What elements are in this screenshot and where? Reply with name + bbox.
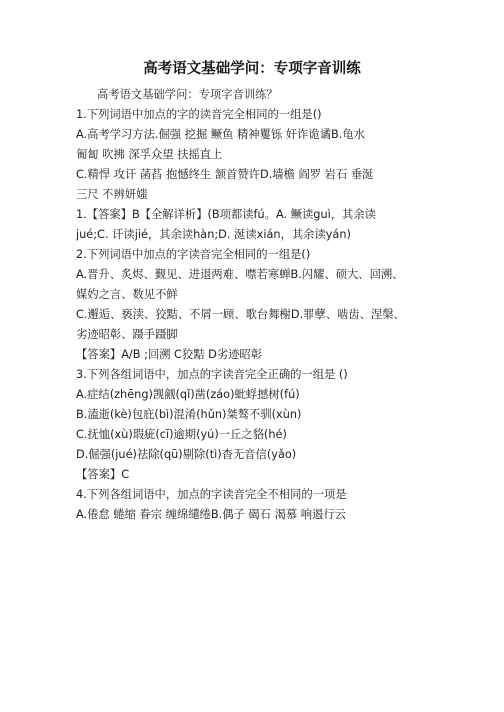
text-line: 1.【答案】B【全解详析】(B项都读fú。A. 鳜读guì，其余读 [76, 208, 376, 221]
text-line: 1.下列词语中加点的字的读音完全相同的一组是() [76, 108, 322, 121]
text-line: A.倦怠 蜷缩 眷宗 缠绵缱绻B.偶子 碣石 渴慕 响遏行云 [76, 508, 346, 521]
text-line: 【答案】A/B ;回溯 C狡黠 D劣迹昭彰 [76, 348, 263, 361]
text-line: 三尺 不辨妍媸 [76, 188, 148, 201]
document-body [76, 88, 440, 528]
text-line: 3.下列各组词语中，加点的字读音完全正确的一组是 () [76, 368, 348, 381]
text-line: D.倔强(jué)祛除(qū)剔除(tì)杳无音信(yǎo) [76, 448, 297, 461]
text-line: 匍匐 吹拂 深孚众望 扶摇直上 [76, 148, 223, 161]
text-line: A.晋升、炙烬、觐见、进退两难、噤若寒蝉B.闪耀、硕大、回溯、 [76, 268, 404, 281]
text-line: 【答案】C [76, 468, 130, 481]
text-line: C.精悍 攻讦 菡萏 抱憾终生 颔首赞许D.墙檐 阎罗 岩石 垂涎 [76, 168, 374, 181]
text-line: C.抚恤(xù)瑕疵(cī)逾期(yú)一丘之貉(hé) [76, 428, 287, 441]
text-line: 高考语文基础学问：专项字音训练？ [97, 88, 278, 101]
text-line: 劣迹昭彰、蹑手蹑脚 [76, 328, 178, 341]
text-line: A.高考学习方法.倔强 挖掘 鳜鱼 精神矍铄 奸诈诡谲B.龟水 [76, 128, 365, 141]
text-line: 4.下列各组词语中，加点的字读音完全不相同的一项是 [76, 488, 347, 501]
document-title: 高考语文基础学问：专项字音训练 [143, 61, 361, 77]
text-line: A.症结(zhēng)觊觎(qǐ)凿(záo)蚍蜉撼树(fú) [76, 388, 300, 401]
text-line: jué;C. 讦读jié，其余读hàn;D. 涎读xián，其余读yán) [76, 228, 351, 241]
text-line: 2.下列词语中加点的字读音完全相同的一组是() [76, 248, 311, 261]
text-line: B.溘逝(kè)包庇(bì)混淆(hǔn)桀骜不驯(xùn) [76, 408, 302, 421]
text-line: 媒妁之言、数见不鲜 [76, 288, 178, 301]
text-line: C.邂逅、亵渎、狡黠、不屑一顾、歌台舞榭D.罪孽、啮齿、涅槃、 [76, 308, 405, 321]
